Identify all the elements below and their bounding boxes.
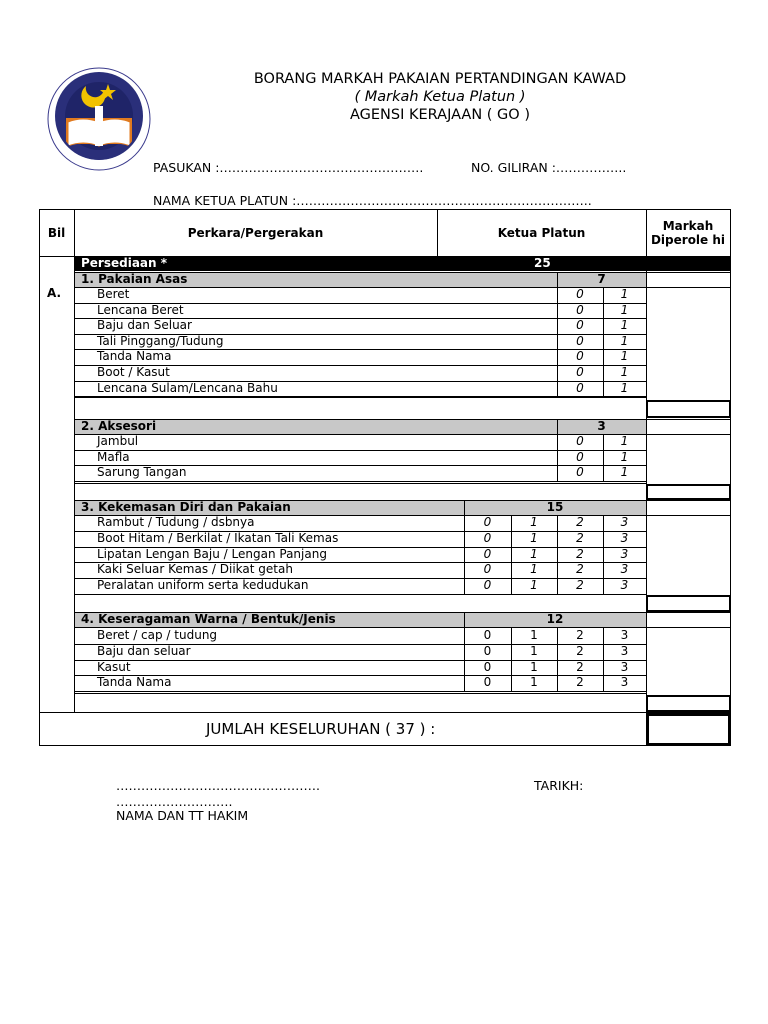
- score-column-border: [511, 515, 512, 595]
- group-total: 12: [546, 612, 564, 626]
- score-column-border: [557, 628, 558, 692]
- header-perkara: Perkara/Pergerakan: [187, 225, 324, 240]
- group-separator: [74, 693, 647, 694]
- agency-title: AGENSI KERAJAAN ( GO ): [350, 107, 530, 123]
- score-option[interactable]: 1: [620, 465, 629, 480]
- score-option[interactable]: 0: [576, 333, 584, 348]
- score-option[interactable]: 3: [620, 546, 629, 561]
- score-option[interactable]: 1: [530, 628, 538, 642]
- score-option[interactable]: 2: [576, 675, 584, 690]
- header-bil: Bil: [47, 225, 66, 240]
- score-option[interactable]: 1: [530, 675, 538, 690]
- score-column-border: [464, 628, 465, 692]
- score-option[interactable]: 1: [530, 659, 538, 674]
- jumlah-box[interactable]: [646, 713, 731, 746]
- score-column-border: [557, 434, 558, 482]
- score-option[interactable]: 2: [576, 659, 584, 674]
- score-option[interactable]: 0: [483, 515, 492, 529]
- score-option[interactable]: 3: [620, 562, 629, 577]
- item-label: Sarung Tangan: [97, 465, 187, 480]
- item-label: Baju dan seluar: [97, 643, 191, 658]
- persediaan-label: Persediaan *: [81, 256, 168, 270]
- subtotal-box[interactable]: [646, 400, 731, 418]
- score-option[interactable]: 1: [530, 530, 538, 545]
- table-right-border: [730, 209, 731, 746]
- score-option[interactable]: 1: [530, 643, 538, 658]
- score-option[interactable]: 1: [620, 380, 629, 395]
- giliran-field[interactable]: NO. GILIRAN :……………..: [471, 160, 627, 175]
- score-option[interactable]: 2: [576, 578, 584, 593]
- item-label: Beret / cap / tudung: [97, 628, 218, 642]
- group-separator: [74, 594, 647, 595]
- score-option[interactable]: 3: [620, 628, 629, 642]
- group-title: 4. Keseragaman Warna / Bentuk/Jenis: [81, 612, 336, 626]
- score-option[interactable]: 1: [530, 515, 538, 529]
- score-option[interactable]: 0: [576, 318, 584, 333]
- perkara-column-border: [437, 209, 438, 257]
- item-label: Rambut / Tudung / dsbnya: [97, 515, 255, 529]
- score-option[interactable]: 0: [576, 434, 584, 448]
- score-option[interactable]: 0: [483, 546, 492, 561]
- item-label: Beret: [97, 287, 130, 301]
- item-row-border: [74, 691, 647, 692]
- score-column-border: [603, 628, 604, 692]
- group-total: 3: [597, 419, 606, 433]
- score-option[interactable]: 1: [620, 449, 629, 464]
- score-column-border: [603, 515, 604, 595]
- item-label: Lencana Beret: [97, 302, 184, 317]
- markah-column-border: [646, 209, 647, 713]
- signature-line[interactable]: ………………………………………….: [116, 778, 320, 793]
- score-option[interactable]: 0: [576, 302, 584, 317]
- group-title: 2. Aksesori: [81, 419, 157, 433]
- header-markah: Markah Diperole hi: [650, 218, 726, 247]
- form-title: BORANG MARKAH PAKAIAN PERTANDINGAN KAWAD: [253, 71, 627, 87]
- group-title: 1. Pakaian Asas: [81, 272, 188, 286]
- form-subtitle: ( Markah Ketua Platun ): [354, 89, 526, 105]
- score-option[interactable]: 0: [483, 578, 492, 593]
- score-column-border: [557, 287, 558, 397]
- group-total: 15: [546, 500, 564, 514]
- score-option[interactable]: 0: [483, 628, 492, 642]
- score-option[interactable]: 3: [620, 515, 629, 529]
- score-column-border: [603, 287, 604, 397]
- score-option[interactable]: 1: [620, 302, 629, 317]
- score-column-border: [557, 515, 558, 595]
- score-option[interactable]: 2: [576, 643, 584, 658]
- subtotal-box[interactable]: [646, 695, 731, 712]
- score-column-border: [511, 628, 512, 692]
- item-label: Peralatan uniform serta kedudukan: [97, 578, 309, 593]
- group-title: 3. Kekemasan Diri dan Pakaian: [81, 500, 291, 514]
- score-option[interactable]: 0: [576, 380, 584, 395]
- ketua-platun-field[interactable]: NAMA KETUA PLATUN :……………………………………………………………..: [153, 193, 592, 208]
- item-label: Baju dan Seluar: [97, 318, 192, 333]
- score-option[interactable]: 0: [576, 465, 584, 480]
- judge-name-label: NAMA DAN TT HAKIM: [116, 808, 249, 823]
- score-option[interactable]: 3: [620, 643, 629, 658]
- persediaan-band: [74, 257, 730, 271]
- item-label: Tanda Nama: [97, 349, 172, 364]
- subtotal-box[interactable]: [646, 484, 731, 500]
- score-option[interactable]: 1: [620, 287, 629, 301]
- item-label: Tali Pinggang/Tudung: [97, 333, 224, 348]
- score-column-border: [464, 515, 465, 595]
- group-total: 7: [597, 272, 606, 286]
- date-label[interactable]: TARIKH:: [534, 778, 584, 793]
- table-bottom-border: [39, 745, 731, 746]
- section-label-a: A.: [47, 286, 62, 300]
- score-option[interactable]: 1: [620, 365, 629, 379]
- item-label: Lipatan Lengan Baju / Lengan Panjang: [97, 546, 327, 561]
- item-label: Jambul: [97, 434, 139, 448]
- score-option[interactable]: 1: [620, 349, 629, 364]
- score-option[interactable]: 2: [576, 628, 584, 642]
- score-option[interactable]: 1: [620, 333, 629, 348]
- item-label: Tanda Nama: [97, 675, 172, 690]
- score-option[interactable]: 0: [576, 349, 584, 364]
- score-option[interactable]: 0: [576, 287, 584, 301]
- score-option[interactable]: 2: [576, 546, 584, 561]
- pasukan-field[interactable]: PASUKAN :………………………………………….: [153, 160, 424, 175]
- item-label: Kasut: [97, 659, 131, 674]
- subtotal-box[interactable]: [646, 595, 731, 612]
- score-option[interactable]: 1: [530, 578, 538, 593]
- score-column-border: [603, 434, 604, 482]
- score-option[interactable]: 3: [620, 675, 629, 690]
- score-option[interactable]: 0: [483, 643, 492, 658]
- table-top-border: [39, 209, 731, 210]
- score-option[interactable]: 0: [483, 659, 492, 674]
- score-option[interactable]: 2: [576, 530, 584, 545]
- score-option[interactable]: 1: [530, 546, 538, 561]
- score-option[interactable]: 3: [620, 659, 629, 674]
- score-option[interactable]: 0: [576, 365, 584, 379]
- item-label: Lencana Sulam/Lencana Bahu: [97, 380, 278, 395]
- group-separator: [74, 483, 647, 484]
- score-option[interactable]: 0: [483, 530, 492, 545]
- item-row-border: [74, 481, 647, 482]
- score-option[interactable]: 0: [576, 449, 584, 464]
- item-label: Boot / Kasut: [97, 365, 170, 379]
- score-option[interactable]: 1: [620, 434, 629, 448]
- score-option[interactable]: 3: [620, 578, 629, 593]
- jumlah-label: JUMLAH KESELURUHAN ( 37 ) :: [206, 720, 436, 738]
- jumlah-top-border: [39, 712, 731, 713]
- item-label: Boot Hitam / Berkilat / Ikatan Tali Kemas: [97, 530, 339, 545]
- header-ketua-platun: Ketua Platun: [497, 225, 586, 240]
- score-option[interactable]: 3: [620, 530, 629, 545]
- ministry-crest-logo: [46, 66, 152, 172]
- item-label: Kaki Seluar Kemas / Diikat getah: [97, 562, 293, 577]
- persediaan-total: 25: [534, 256, 551, 270]
- score-option[interactable]: 2: [576, 515, 584, 529]
- table-left-border: [39, 209, 40, 746]
- signature-line-2: ……………………….: [116, 794, 233, 809]
- score-option[interactable]: 0: [483, 562, 492, 577]
- score-option[interactable]: 0: [483, 675, 492, 690]
- score-option[interactable]: 1: [530, 562, 538, 577]
- item-label: Mafla: [97, 449, 130, 464]
- score-option[interactable]: 1: [620, 318, 629, 333]
- group-separator: [74, 397, 647, 398]
- score-option[interactable]: 2: [576, 562, 584, 577]
